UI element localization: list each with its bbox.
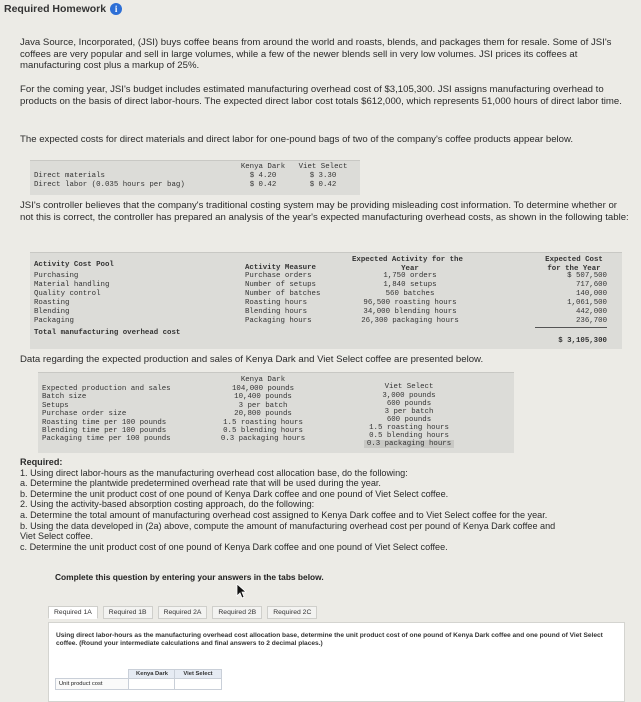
prod-viet: 0.5 blending hours [369,432,449,440]
activity-measure: Packaging hours [245,317,312,325]
controller-paragraph: JSI's controller believes that the company's traditional costing system may be providing misleading cost information. To determine whether or not this is correct, the controller has prepared an analysis of the year's expected manufacturing overhead costs, as shown in the following table: [20,200,629,223]
activity-measure: Roasting hours [245,299,308,307]
activity-pool: Material handling [34,281,110,289]
activity-col-pool: Activity Cost Pool [34,261,114,269]
prod-kenya: 3 per batch [238,402,288,410]
tab-panel [48,622,625,702]
cost-row-label: Direct materials [34,172,105,180]
prod-label: Batch size [42,393,87,401]
activity-cost: 1,061,500 [567,299,607,307]
cost-row-kenya: $ 0.42 [249,181,277,189]
activity-cost: 140,000 [575,290,607,298]
activity-col-measure: Activity Measure [245,264,316,272]
viet-unit-cost-input[interactable] [174,678,222,690]
prod-kenya: 10,400 pounds [234,393,292,401]
cost-header-kenya: Kenya Dark [240,163,286,171]
required-item: b. Using the data developed in (2a) above, compute the amount of manufacturing overhead cost per pound of Kenya Dark coffee and [20,520,556,531]
cost-row-kenya: $ 4.20 [249,172,277,180]
activity-cost: 236,700 [575,317,607,325]
activity-cost-table [30,252,622,349]
prod-viet: 0.3 packaging hours [364,440,454,448]
activity-cost: $ 507,500 [567,272,607,280]
activity-measure: Purchase orders [245,272,312,280]
answer-row-label: Unit product cost [55,678,130,690]
required-item: a. Determine the plantwide predetermined overhead rate that will be used during the year. [20,478,381,489]
info-icon[interactable]: i [110,3,122,15]
tab-required-1a[interactable]: Required 1A [48,606,98,619]
activity-expected: 26,300 packaging hours [361,317,459,325]
activity-cost: 442,000 [575,308,607,316]
prod-label: Expected production and sales [42,385,171,393]
activity-col-expected-b: Year [401,265,419,273]
kenya-unit-cost-input[interactable] [128,678,176,690]
prod-viet: 600 pounds [386,416,432,424]
activity-pool: Blending [34,308,70,316]
homework-header [4,3,122,15]
activity-expected: 1,750 orders [383,272,437,280]
prod-viet: 3 per batch [384,408,434,416]
prod-viet: 3,000 pounds [382,392,436,400]
tab-required-2b[interactable]: Required 2B [212,606,262,619]
required-item: b. Determine the unit product cost of one pound of Kenya Dark coffee and one pound of Viet Select coffee. [20,488,449,499]
activity-expected: 560 batches [385,290,435,298]
cost-row-label: Direct labor (0.035 hours per bag) [34,181,185,189]
required-item: 2. Using the activity-based absorption costing approach, do the following: [20,499,315,510]
production-paragraph: Data regarding the expected production and sales of Kenya Dark and Viet Select coffee are presented below. [20,354,484,365]
cursor-arrow-icon [236,583,248,599]
cost-header-viet: Viet Select [298,163,348,171]
activity-measure: Number of setups [245,281,316,289]
prod-label: Blending time per 100 pounds [42,427,167,435]
activity-pool: Roasting [34,299,70,307]
answer-header-viet: Viet Select [174,669,222,680]
cost-row-viet: $ 0.42 [309,181,337,189]
required-tabs [48,606,317,619]
prod-header-kenya: Kenya Dark [240,376,286,384]
activity-measure: Blending hours [245,308,308,316]
prod-kenya: 104,000 pounds [231,385,295,393]
activity-cost: 717,600 [575,281,607,289]
required-item: c. Determine the unit product cost of one pound of Kenya Dark coffee and one pound of Viet Select coffee. [20,541,448,552]
required-item: a. Determine the total amount of manufacturing overhead cost assigned to Kenya Dark coffee and to Viet Select coffee for the year. [20,509,548,520]
prod-kenya: 0.5 blending hours [223,427,303,435]
total-rule [535,327,607,328]
activity-col-expected-a: Expected Activity for the [352,256,463,264]
prod-viet: 1.5 roasting hours [369,424,449,432]
activity-expected: 96,500 roasting hours [363,299,457,307]
answer-header-kenya: Kenya Dark [128,669,176,680]
budget-paragraph: For the coming year, JSI's budget includes estimated manufacturing overhead cost of $3,105,300. JSI assigns manufacturing overhead to products on the basis of direct labor-hours. The expected direct labor cost totals $612,000, which represents 51,000 hours of direct labor time. [20,84,622,107]
required-item: 1. Using direct labor-hours as the manufacturing overhead cost allocation base, do the following: [20,467,408,478]
activity-expected: 1,840 setups [383,281,437,289]
activity-col-cost-a: Expected Cost [545,256,603,264]
prod-header-viet: Viet Select [384,383,434,391]
prod-kenya: 0.3 packaging hours [220,435,306,443]
activity-pool: Quality control [34,290,101,298]
activity-measure: Number of batches [245,290,321,298]
prod-kenya: 20,800 pounds [234,410,292,418]
intro-paragraph: Java Source, Incorporated, (JSI) buys coffee beans from around the world and roasts, blends, and packages them for resale. Some of JSI's coffees are very popular and sell in large volumes, while a few of the newer blends sell in very low volumes. JSI prices its coffees at manufacturing cost plus a markup of 25%. [20,37,612,72]
complete-note: Complete this question by entering your answers in the tabs below. [55,572,324,582]
activity-total: $ 3,105,300 [558,337,607,345]
prod-viet: 600 pounds [386,400,432,408]
homework-title: Required Homework [4,3,107,15]
prod-label: Purchase order size [42,410,127,418]
tab-required-2a[interactable]: Required 2A [158,606,208,619]
prod-kenya: 1.5 roasting hours [223,419,303,427]
prod-label: Roasting time per 100 pounds [42,419,167,427]
activity-total-label: Total manufacturing overhead cost [34,329,181,337]
tab-instruction: Using direct labor-hours as the manufacturing overhead cost allocation base, determine the unit product cost of one pound of Kenya Dark coffee and one pound of Viet Select coffee. (Round your intermediate calculations and final answers to 2 decimal places.) [56,632,603,648]
required-item: Viet Select coffee. [20,531,93,542]
cost-row-viet: $ 3.30 [309,172,337,180]
required-section [20,457,632,552]
activity-pool: Purchasing [34,272,79,280]
direct-cost-table [30,160,360,195]
costs-paragraph: The expected costs for direct materials and direct labor for one-pound bags of two of the company's coffee products appear below. [20,134,574,145]
production-table [38,372,514,453]
activity-col-cost-b: for the Year [547,265,601,273]
tab-required-2c[interactable]: Required 2C [267,606,317,619]
prod-label: Setups [42,402,69,410]
prod-label: Packaging time per 100 pounds [42,435,171,443]
required-heading: Required: [20,457,63,467]
activity-pool: Packaging [34,317,74,325]
tab-required-1b[interactable]: Required 1B [103,606,153,619]
activity-expected: 34,000 blending hours [363,308,457,316]
